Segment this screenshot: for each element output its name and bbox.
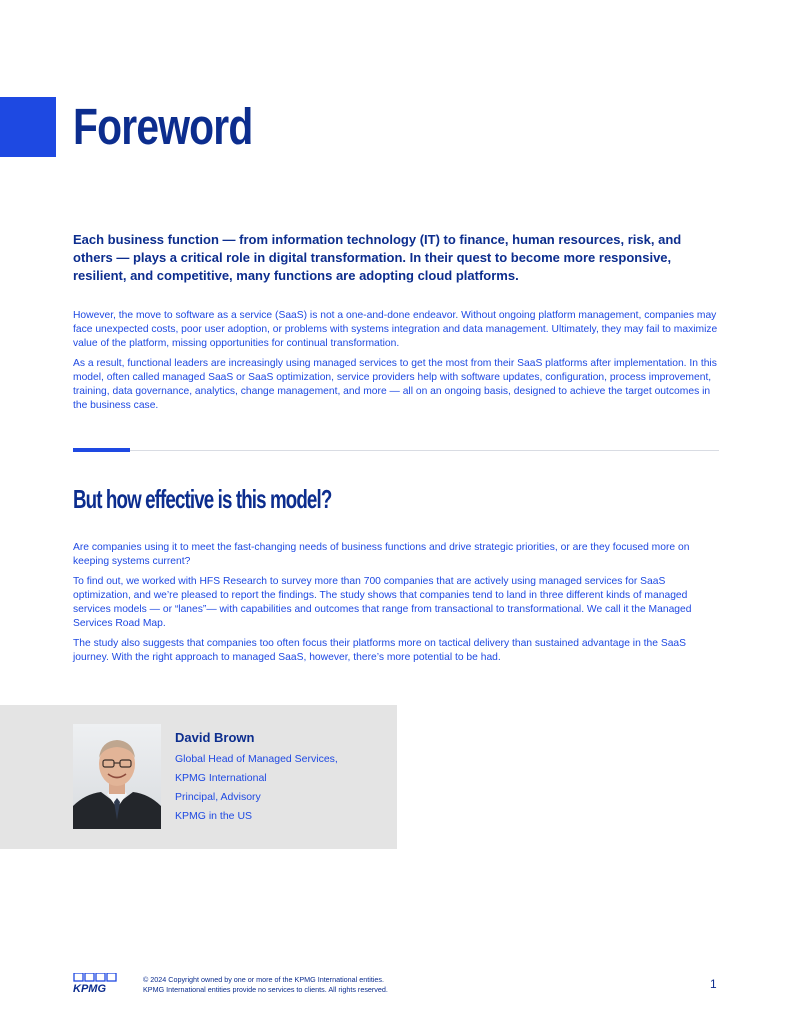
author-title-line: Principal, Advisory xyxy=(175,791,261,803)
author-card xyxy=(0,705,397,849)
author-photo xyxy=(73,724,161,829)
author-title-line: KPMG in the US xyxy=(175,810,253,822)
section-divider-accent xyxy=(73,448,130,452)
copyright-line: KPMG International entities provide no services to clients. All rights reserved. xyxy=(143,985,388,994)
copyright-line: © 2024 Copyright owned by one or more of the KPMG International entities. xyxy=(143,975,385,984)
section-text xyxy=(73,541,721,671)
body-paragraph: Are companies using it to meet the fast-changing needs of business functions and drive strategic priorities, or are they focused more on keeping systems current? xyxy=(73,542,690,567)
kpmg-logo-icon xyxy=(73,973,117,993)
body-paragraph: As a result, functional leaders are increasingly using managed services to get the most from their SaaS platforms after implementation. In this model, often called managed SaaS or SaaS optimization, service providers help with software updates, configuration, process improvement, training, data governance, analytics, change management, and more — all on an ongoing basis, designed to achieve the target outcomes in the business case. xyxy=(73,358,717,411)
section-divider xyxy=(73,450,719,451)
title-accent-block xyxy=(0,97,56,157)
page-number: 1 xyxy=(710,977,717,991)
body-paragraph: The study also suggests that companies too often focus their platforms more on tactical delivery than sustained advantage in the SaaS journey. With the right approach to managed SaaS, however, there’s more potential to be had. xyxy=(73,638,687,663)
author-title-line: KPMG International xyxy=(175,772,267,784)
author-portrait-icon xyxy=(73,724,161,829)
page-title: Foreword xyxy=(73,98,253,155)
body-paragraph: However, the move to software as a service (SaaS) is not a one-and-done endeavor. Without ongoing platform management, companies may face unexpected costs, poor user adoption, or problems with systems integration and data management. Ultimately, they may fail to maximize value of the platform, missing opportunities for continual transformation. xyxy=(73,310,718,349)
section-heading: But how effective is this model? xyxy=(73,484,332,514)
author-title-line: Global Head of Managed Services, xyxy=(175,753,338,765)
intro-text xyxy=(73,309,721,419)
lead-paragraph: Each business function — from information technology (IT) to finance, human resources, risk, and others — plays a critical role in digital transformation. In their quest to become more responsive, resilient, and competitive, many functions are adopting cloud platforms. xyxy=(73,232,682,283)
kpmg-logo xyxy=(73,973,117,993)
kpmg-logo-text: KPMG xyxy=(73,983,106,993)
body-paragraph: To find out, we worked with HFS Research to survey more than 700 companies that are actively using managed services for SaaS optimization, and we’re pleased to report the findings. The study shows that companies tend to land in three different kinds of managed services models — or “lanes”— with capabilities and outcomes that range from transactional to transformational. We call it the Managed Services Road Map. xyxy=(73,576,692,629)
footer-copyright xyxy=(143,975,388,995)
author-name: David Brown xyxy=(175,730,255,745)
